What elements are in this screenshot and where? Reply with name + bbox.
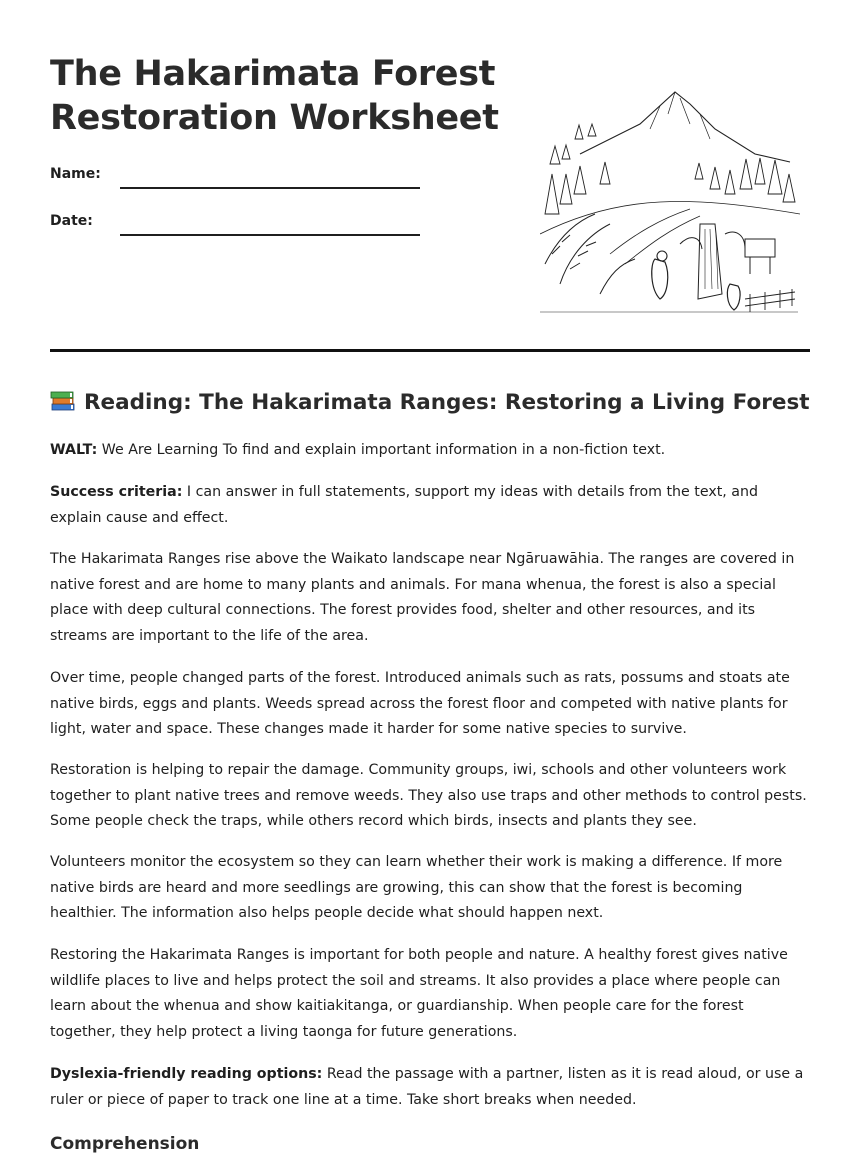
dyslexia-options-label: Dyslexia-friendly reading options: — [50, 1066, 323, 1082]
books-icon — [50, 389, 76, 413]
name-label: Name: — [50, 166, 101, 182]
reading-heading-text: Reading: The Hakarimata Ranges: Restoring a Living Forest — [84, 390, 810, 415]
reading-paragraph-1: The Hakarimata Ranges rise above the Waikato landscape near Ngāruawāhia. The ranges are covered in native forest and are home to many plants and animals. For mana whenua, the forest is also a special place with deep cultural connections. The forest provides food, shelter and other resources, and its streams are important to the life of the area. — [50, 551, 795, 645]
comprehension-heading: Comprehension — [50, 1134, 200, 1154]
reading-paragraph-4: Volunteers monitor the ecosystem so they can learn whether their work is making a difference. If more native birds are heard and more seedlings are growing, this can show that the forest is becoming healthier. The information also helps people decide what should happen next. — [50, 854, 783, 922]
reading-paragraph-3: Restoration is helping to repair the damage. Community groups, iwi, schools and other volunteers work together to plant native trees and remove weeds. They also use traps and other methods to control pests. Some people check the traps, while others record which birds, insects and plants they see. — [50, 762, 807, 830]
walt-paragraph — [50, 438, 812, 464]
walt-text: We Are Learning To find and explain important information in a non-fiction text. — [97, 442, 666, 458]
forest-mountain-illustration — [540, 84, 800, 320]
success-criteria-label: Success criteria: — [50, 484, 183, 500]
reading-paragraph-2: Over time, people changed parts of the forest. Introduced animals such as rats, possums and stoats ate native birds, eggs and plants. Weeds spread across the forest floor and competed with native plants for light, water and space. These changes made it harder for some native species to survive. — [50, 670, 790, 738]
date-field[interactable] — [120, 234, 420, 236]
success-criteria-text: I can answer in full statements, support my ideas with details from the text, and explain cause and effect. — [50, 484, 759, 526]
date-label: Date: — [50, 213, 93, 229]
dyslexia-options-text: Read the passage with a partner, listen as it is read aloud, or use a ruler or piece of paper to track one line at a time. Take short breaks when needed. — [50, 1066, 804, 1108]
success-criteria-paragraph — [50, 480, 812, 531]
reading-heading — [50, 388, 810, 418]
page-title: The Hakarimata Forest Restoration Worksheet — [50, 54, 499, 138]
dyslexia-options-paragraph — [50, 1062, 812, 1113]
reading-paragraph-5: Restoring the Hakarimata Ranges is important for both people and nature. A healthy forest gives native wildlife places to live and helps protect the soil and streams. It also provides a place where people can learn about the whenua and show kaitiakitanga, or guardianship. When people care for the forest together, they help protect a living taonga for future generations. — [50, 947, 788, 1041]
walt-label: WALT: — [50, 442, 98, 458]
name-field[interactable] — [120, 187, 420, 189]
section-divider — [50, 349, 810, 352]
